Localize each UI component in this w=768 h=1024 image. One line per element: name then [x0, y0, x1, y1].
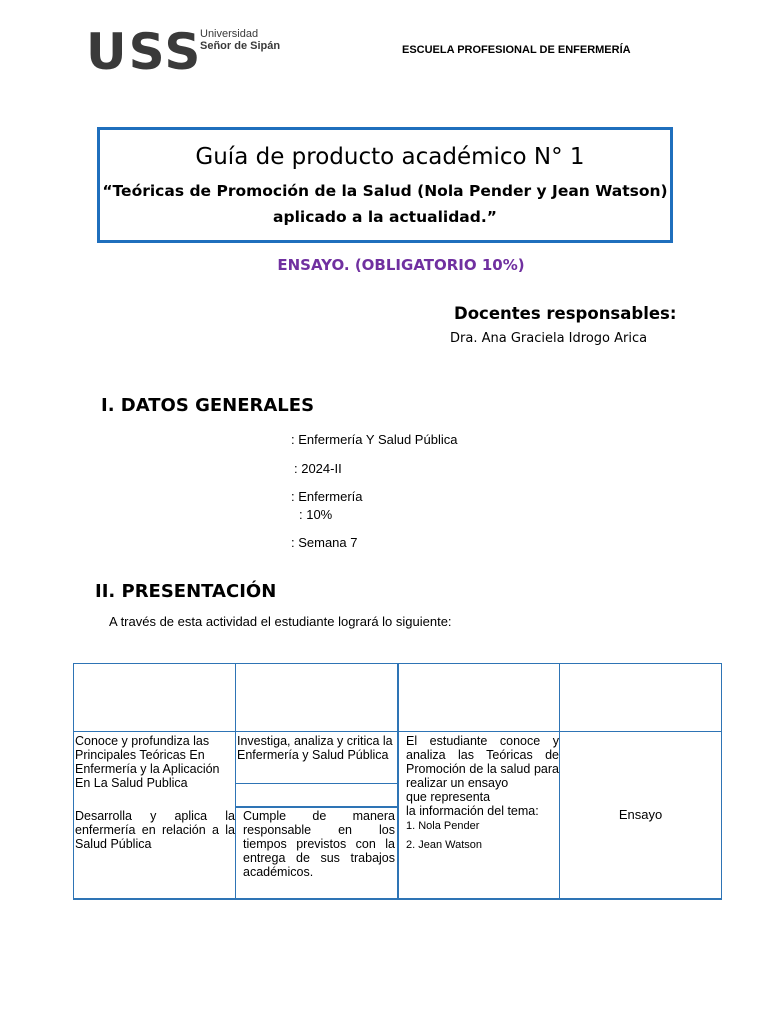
col2-text-a: Investiga, analiza y critica la Enfermería y Salud Pública	[237, 734, 393, 762]
general-data-row: : Enfermería Y Salud Pública	[291, 432, 458, 447]
competencies-table	[73, 663, 722, 900]
logo-line2: Señor de Sipán	[200, 40, 281, 52]
table-header-cell	[397, 663, 560, 732]
col3-line1: que representa	[406, 790, 491, 804]
general-data-row: : 10%	[299, 507, 333, 522]
table-header-cell	[235, 663, 398, 732]
col3-text	[406, 734, 559, 852]
guide-title: Guía de producto académico N° 1	[195, 144, 585, 170]
logo-mark: USS	[86, 23, 203, 81]
col2-text-b: Cumple de manera responsable en los tiempos previstos con la entrega de sus trabajos académicos.	[243, 809, 395, 879]
general-data-row: : Enfermería	[291, 489, 363, 504]
col4-text: Ensayo	[618, 807, 663, 822]
general-data-row: : Semana 7	[291, 535, 358, 550]
subtitle-line1: “Teóricas de Promoción de la Salud (Nola Pender y Jean Watson)	[102, 182, 668, 200]
section2-heading: II. PRESENTACIÓN	[95, 581, 277, 602]
uss-logo	[86, 23, 203, 81]
docentes-heading: Docentes responsables:	[454, 304, 677, 323]
school-name: ESCUELA PROFESIONAL DE ENFERMERÍA	[402, 44, 631, 56]
title-box	[97, 127, 673, 243]
col1-text-a: Conoce y profundiza las Principales Teóricas En Enfermería y la Aplicación En La Salud Publica	[75, 734, 220, 790]
docente-name: Dra. Ana Graciela Idrogo Arica	[450, 331, 648, 346]
assignment-label: ENSAYO. (OBLIGATORIO 10%)	[277, 256, 525, 274]
subtitle-line2: aplicado a la actualidad.”	[273, 208, 497, 226]
section1-heading: I. DATOS GENERALES	[101, 395, 315, 416]
col3-line2: la información del tema:	[406, 804, 539, 818]
logo-text	[200, 28, 280, 52]
table-header-cell	[559, 663, 722, 732]
col1-text-b: Desarrolla y aplica la enfermería en relación a la Salud Pública	[75, 809, 235, 851]
guide-subtitle	[100, 178, 670, 230]
col3-item: 1. Nola Pender	[406, 820, 480, 832]
general-data-row: : 2024-II	[294, 461, 342, 476]
table-header-cell	[73, 663, 236, 732]
table-cell-col2-mid	[235, 783, 398, 807]
col3-paragraph: El estudiante conoce y analiza las Teóricas de Promoción de la salud para realizar un ensayo	[406, 734, 559, 790]
col3-item: 2. Jean Watson	[406, 839, 483, 851]
section2-intro: A través de esta actividad el estudiante logrará lo siguiente:	[109, 614, 452, 629]
logo-line1: Universidad	[200, 28, 259, 40]
